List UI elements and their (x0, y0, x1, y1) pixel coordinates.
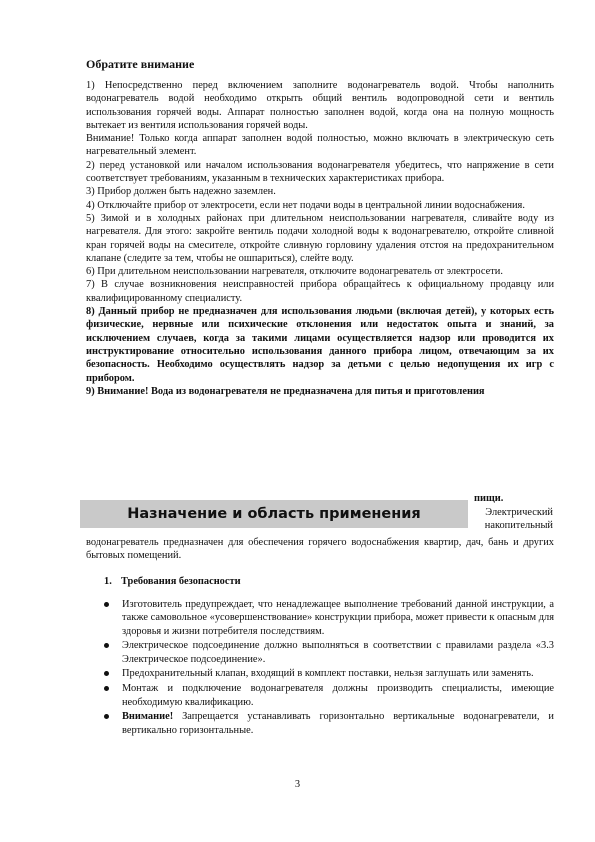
note-4: 4) Отключайте прибор от электросети, если нет подачи воды в центральной линии водоснабжения. (86, 199, 525, 211)
list-item (102, 682, 554, 709)
note-8: 8) Данный прибор не предназначен для использования людьми (включая детей), у которых есть физические, нервные или психические отклонения или недостаток опыта и знаний, за исключением случаев, когда за такими лицами осуществляется надзор или проводится их инструктирование относительно использования данного прибора лицом, отвечающим за их безопасность. Необходимо осуществлять надзор за детьми с целью недопущения их игр с прибором. (86, 306, 554, 384)
note-5: 5) Зимой и в холодных районах при длительном неиспользовании нагревателя, сливайте воду из нагревателя. Для этого: закройте вентиль подачи холодной воды к водонагревателю, откройте сливной кран горячей воды на смесителе, откройте сливную горловину удаления отстоя на предохранительном клапане (следите за тем, чтобы не ошпариться), слейте воду. (86, 212, 554, 264)
list-item (102, 598, 554, 638)
list-item-text: Предохранительный клапан, входящий в комплект поставки, нельзя заглушать или заменять. (122, 668, 534, 680)
section-heading-attention: Обратите внимание (86, 57, 195, 71)
purpose-side-word-1: пищи. (474, 493, 504, 504)
note-2: 2) перед установкой или началом использования водонагревателя убедитесь, что напряжение в сети соответствует требованиям, указанным в технических характеристиках прибора. (86, 159, 554, 185)
purpose-body-text: водонагреватель предназначен для обеспечения горячего водоснабжения квартир, дач, бань и других бытовых помещений. (86, 537, 554, 562)
purpose-banner-title: Назначение и область применения (127, 506, 421, 522)
purpose-side-word-3: накопительный (484, 520, 553, 531)
page-number: 3 (294, 779, 301, 790)
bullet-icon (104, 671, 109, 676)
bullet-icon (104, 643, 109, 648)
list-item (102, 667, 554, 680)
bullet-icon (104, 686, 109, 691)
list-item (102, 710, 554, 737)
note-9: 9) Внимание! Вода из водонагревателя не предназначена для питья и приготовления (86, 385, 485, 397)
list-item (102, 639, 554, 666)
bullet-icon (104, 714, 109, 719)
list-item-text: Изготовитель предупреждает, что ненадлежащее выполнение требований данной инструкции, а также самовольное «усовершенствование» конструкции прибора, может привести к опасным для здоровья и жизни потребителя последствиям. (122, 599, 554, 637)
safety-section-number: 1. (104, 576, 112, 587)
note-7: 7) В случае возникновения неисправностей прибора обращайтесь к официальному продавцу или квалифицированному специалисту. (86, 279, 554, 304)
note-3: 3) Прибор должен быть надежно заземлен. (86, 186, 276, 198)
safety-requirements-list (102, 598, 554, 738)
safety-section-label: Требования безопасности (121, 576, 241, 587)
purpose-section-banner (80, 500, 468, 528)
purpose-side-word-2: Электрический (485, 507, 553, 518)
list-item-lead: Внимание! (122, 711, 174, 723)
list-item-text: Электрическое подсоединение должно выполняться в соответствии с правилами раздела «3.3 Электрическое подсоединение». (122, 640, 554, 665)
safety-section-title (104, 576, 241, 587)
note-1: 1) Непосредственно перед включением заполните водонагреватель водой. Чтобы наполнить водонагреватель водой необходимо открыть общий вентиль водопроводной сети и вентиль использования горячей воды. Аппарат полностью заполнен водой, когда она на полную мощность вытекает из вентиля использования горячей воды. (86, 80, 554, 131)
list-item-text: Запрещается устанавливать горизонтально вертикальные водонагреватели, и вертикально горизонтальные. (122, 711, 554, 736)
note-warning: Внимание! Только когда аппарат заполнен водой полностью, можно включать в электрическую сеть нагревательный элемент. (86, 133, 554, 158)
list-item-text: Монтаж и подключение водонагревателя должны производить специалисты, имеющие необходимую квалификацию. (122, 683, 554, 708)
attention-notes (86, 79, 554, 398)
note-6: 6) При длительном неиспользовании нагревателя, отключите водонагреватель от электросети. (86, 266, 503, 278)
bullet-icon (104, 602, 109, 607)
